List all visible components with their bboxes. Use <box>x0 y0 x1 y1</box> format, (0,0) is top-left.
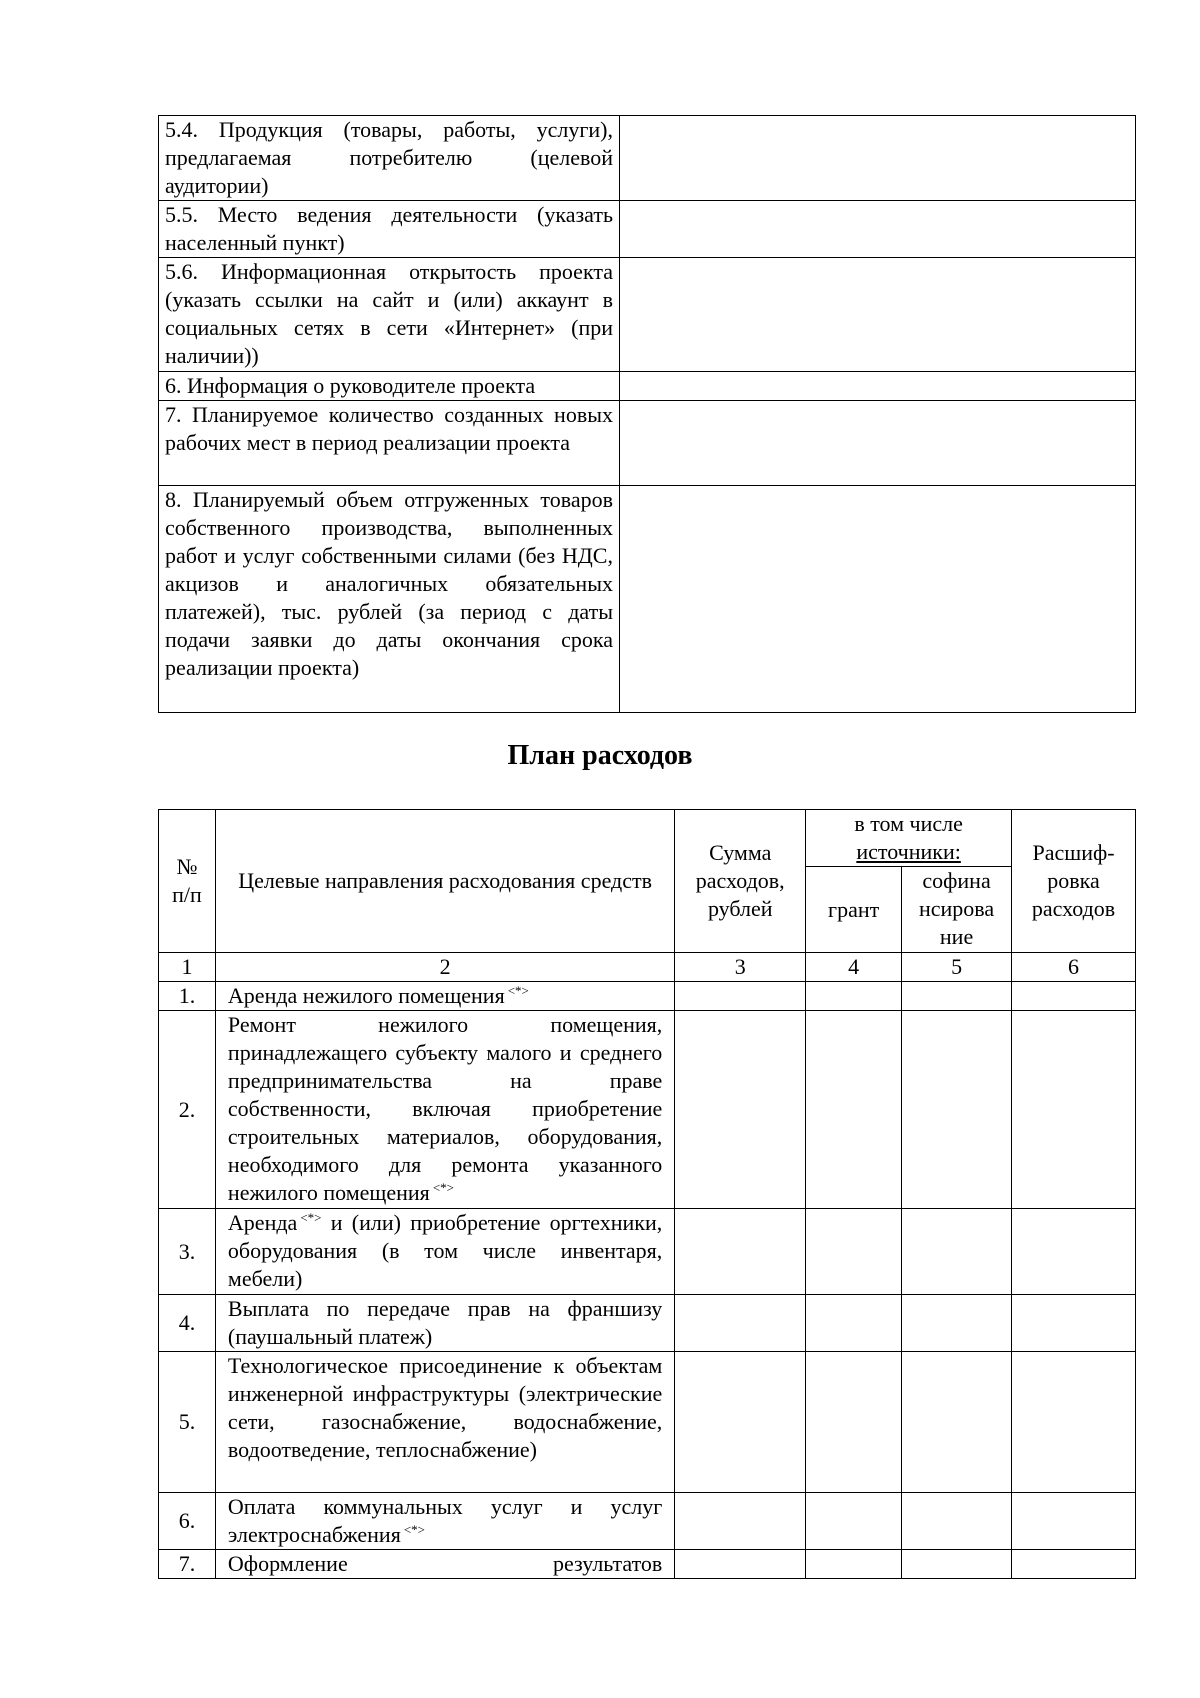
col-header-cofinancing: софина нсирова ние <box>902 867 1012 953</box>
expense-direction: Выплата по передаче прав на франшизу (паушальный платеж) <box>215 1295 674 1352</box>
cofinancing-cell[interactable] <box>902 1011 1012 1209</box>
sources-underlined-word: источники: <box>856 839 961 864</box>
sum-cell[interactable] <box>675 1011 806 1209</box>
cofinancing-cell[interactable] <box>902 1209 1012 1295</box>
expense-plan-table <box>158 809 1136 1579</box>
grant-cell[interactable] <box>806 1295 902 1352</box>
row-number: 7. <box>159 1550 216 1579</box>
column-number-row <box>159 953 1136 982</box>
column-number: 2 <box>215 953 674 982</box>
cofinancing-cell[interactable] <box>902 1493 1012 1550</box>
sum-cell[interactable] <box>675 982 806 1011</box>
details-cell[interactable] <box>1012 1493 1136 1550</box>
sum-cell[interactable] <box>675 1493 806 1550</box>
expense-text: Аренда нежилого помещения <box>227 983 505 1008</box>
info-row <box>159 372 1136 401</box>
info-value[interactable] <box>620 116 1136 201</box>
cofinancing-cell[interactable] <box>902 1550 1012 1579</box>
grant-cell[interactable] <box>806 1550 902 1579</box>
cofinancing-cell[interactable] <box>902 1352 1012 1493</box>
column-number: 1 <box>159 953 216 982</box>
info-label: 8. Планируемый объем отгруженных товаров собственного производства, выполненных работ и услуг собственными силами (без НДС, акцизов и аналогичных обязательных платежей), тыс. рублей (за период с даты подачи заявки до даты окончания срока реализации проекта) <box>159 486 620 713</box>
footnote-mark: <*> <box>403 1522 425 1537</box>
grant-cell[interactable] <box>806 1209 902 1295</box>
cofinancing-cell[interactable] <box>902 982 1012 1011</box>
col-header-num: № п/п <box>159 810 216 953</box>
row-number: 2. <box>159 1011 216 1209</box>
cofinancing-cell[interactable] <box>902 1295 1012 1352</box>
header-row <box>159 810 1136 867</box>
table-row <box>159 1352 1136 1493</box>
footnote-mark: <*> <box>507 983 529 998</box>
row-number: 6. <box>159 1493 216 1550</box>
info-row <box>159 201 1136 258</box>
expense-direction <box>215 1209 674 1295</box>
sum-cell[interactable] <box>675 1352 806 1493</box>
table-row <box>159 1493 1136 1550</box>
info-value[interactable] <box>620 201 1136 258</box>
details-cell[interactable] <box>1012 1209 1136 1295</box>
details-cell[interactable] <box>1012 982 1136 1011</box>
details-cell[interactable] <box>1012 1550 1136 1579</box>
row-number: 1. <box>159 982 216 1011</box>
info-value[interactable] <box>620 401 1136 486</box>
table-row <box>159 982 1136 1011</box>
info-row <box>159 401 1136 486</box>
grant-cell[interactable] <box>806 1352 902 1493</box>
footnote-mark: <*> <box>432 1180 454 1195</box>
col-header-grant: грант <box>806 867 902 953</box>
row-number: 3. <box>159 1209 216 1295</box>
project-info-table <box>158 115 1136 713</box>
expense-text: Аренда <box>227 1210 298 1235</box>
column-number: 3 <box>675 953 806 982</box>
sum-cell[interactable] <box>675 1209 806 1295</box>
info-label: 6. Информация о руководителе проекта <box>159 372 620 401</box>
info-row <box>159 116 1136 201</box>
info-label: 5.4. Продукция (товары, работы, услуги), предлагаемая потребителю (целевой аудитории) <box>159 116 620 201</box>
row-number: 5. <box>159 1352 216 1493</box>
column-number: 6 <box>1012 953 1136 982</box>
expense-direction <box>215 982 674 1011</box>
column-number: 4 <box>806 953 902 982</box>
col-header-direction: Целевые направления расходования средств <box>215 810 674 953</box>
grant-cell[interactable] <box>806 1011 902 1209</box>
expense-text: Оплата коммунальных услуг и услуг электроснабжения <box>227 1494 663 1547</box>
details-cell[interactable] <box>1012 1011 1136 1209</box>
info-row <box>159 486 1136 713</box>
grant-cell[interactable] <box>806 982 902 1011</box>
col-header-sources: в том числе источники: <box>806 810 1012 867</box>
info-row <box>159 258 1136 372</box>
column-number: 5 <box>902 953 1012 982</box>
expense-text: Ремонт нежилого помещения, принадлежащего субъекту малого и среднего предпринимательства на праве собственности, включая приобретение строительных материалов, оборудования, необходимого для ремонта указанного нежилого помещения <box>227 1012 663 1205</box>
grant-cell[interactable] <box>806 1493 902 1550</box>
expense-direction: Технологическое присоединение к объектам инженерной инфраструктуры (электрические сети, газоснабжение, водоснабжение, водоотведение, теплоснабжение) <box>215 1352 674 1493</box>
expense-direction <box>215 1493 674 1550</box>
info-value[interactable] <box>620 258 1136 372</box>
info-label: 7. Планируемое количество созданных новых рабочих мест в период реализации проекта <box>159 401 620 486</box>
details-cell[interactable] <box>1012 1352 1136 1493</box>
sum-cell[interactable] <box>675 1550 806 1579</box>
info-label: 5.6. Информационная открытость проекта (указать ссылки на сайт и (или) аккаунт в социальных сетях в сети «Интернет» (при наличии)) <box>159 258 620 372</box>
page-title: План расходов <box>507 740 693 771</box>
info-label: 5.5. Место ведения деятельности (указать населенный пункт) <box>159 201 620 258</box>
details-cell[interactable] <box>1012 1295 1136 1352</box>
col-header-details: Расшиф-ровка расходов <box>1012 810 1136 953</box>
table-row <box>159 1011 1136 1209</box>
expense-direction <box>215 1011 674 1209</box>
col-header-sum: Сумма расходов, рублей <box>675 810 806 953</box>
info-value[interactable] <box>620 486 1136 713</box>
info-value[interactable] <box>620 372 1136 401</box>
table-row <box>159 1550 1136 1579</box>
expense-direction: Оформление результатов <box>215 1550 674 1579</box>
table-row <box>159 1295 1136 1352</box>
sum-cell[interactable] <box>675 1295 806 1352</box>
table-row <box>159 1209 1136 1295</box>
row-number: 4. <box>159 1295 216 1352</box>
footnote-mark: <*> <box>300 1210 322 1225</box>
expense-text: и (или) приобретение оргтехники, оборудования (в том числе инвентаря, мебели) <box>227 1210 663 1291</box>
